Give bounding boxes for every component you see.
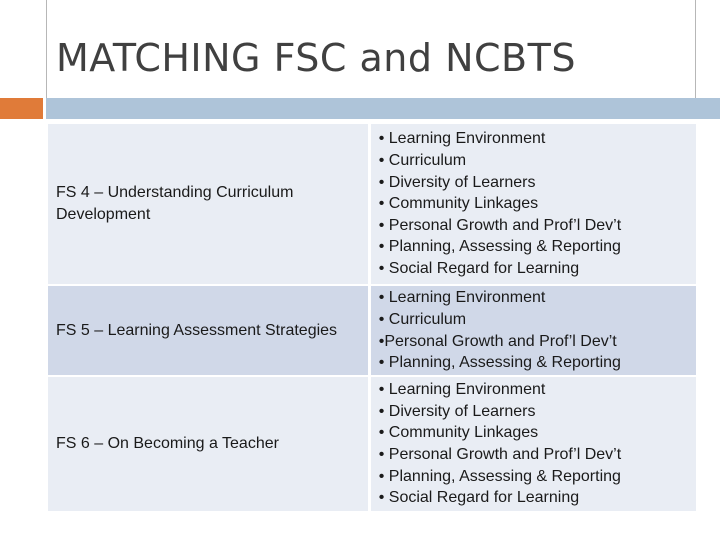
standards-cell <box>369 285 696 376</box>
standards-list <box>379 128 696 279</box>
list-item: •Personal Growth and Prof’l Dev’t <box>378 332 617 350</box>
matching-table <box>48 124 696 513</box>
list-item: • Community Linkages <box>378 424 539 442</box>
course-cell <box>48 285 369 376</box>
list-item: • Curriculum <box>378 152 467 170</box>
list-item: • Learning Environment <box>378 130 546 148</box>
list-item: • Learning Environment <box>378 289 546 307</box>
list-item: • Community Linkages <box>378 195 539 213</box>
slide-title: MATCHING FSC and NCBTS <box>56 36 576 80</box>
list-item: • Personal Growth and Prof’l Dev’t <box>378 216 622 234</box>
accent-bar-orange <box>0 98 43 119</box>
slide-border-left <box>46 0 47 98</box>
course-cell <box>48 376 369 512</box>
course-name: FS 5 – Learning Assessment Strategies <box>56 321 338 339</box>
list-item: • Diversity of Learners <box>378 402 536 420</box>
list-item: • Planning, Assessing & Reporting <box>378 354 621 372</box>
table-row <box>48 376 696 512</box>
accent-bar-blue <box>46 98 720 119</box>
list-item: • Diversity of Learners <box>378 173 536 191</box>
list-item: • Planning, Assessing & Reporting <box>378 467 621 485</box>
list-item: • Personal Growth and Prof’l Dev’t <box>378 446 622 463</box>
standards-cell <box>369 376 696 512</box>
course-cell <box>48 124 369 285</box>
standards-cell <box>369 124 696 285</box>
table-row <box>48 285 696 376</box>
standards-list <box>379 379 696 509</box>
list-item: • Learning Environment <box>378 381 546 399</box>
list-item: • Social Regard for Learning <box>378 489 580 507</box>
list-item: • Curriculum <box>378 310 467 328</box>
list-item: • Planning, Assessing & Reporting <box>378 238 621 256</box>
standards-list <box>379 287 696 373</box>
list-item: • Social Regard for Learning <box>378 259 580 277</box>
course-name: FS 4 – Understanding Curriculum Development <box>56 184 294 223</box>
slide-border-right <box>695 0 696 98</box>
table-row <box>48 124 696 285</box>
course-name: FS 6 – On Becoming a Teacher <box>56 435 279 452</box>
